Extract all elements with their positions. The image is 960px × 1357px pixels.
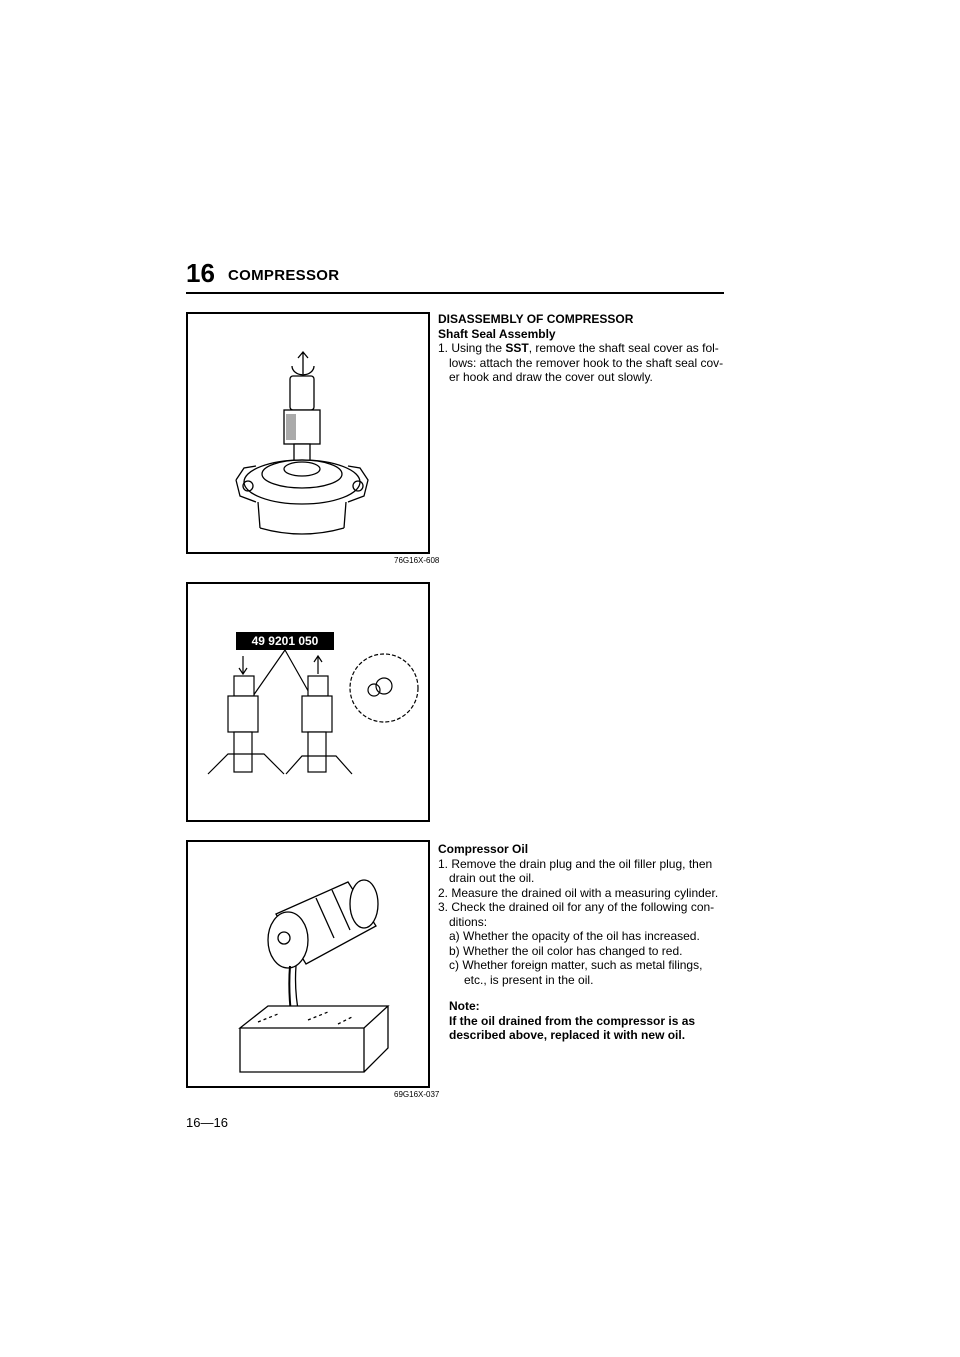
step-1-rest: , remove the shaft seal cover as fol- [528, 341, 719, 355]
condition-c-line-1: c) Whether foreign matter, such as metal filings, [449, 958, 703, 972]
step-1-prefix: 1. Using the [438, 341, 506, 355]
disassembly-step-1-line-3: er hook and draw the cover out slowly. [449, 370, 653, 384]
section-number: 16 [186, 258, 215, 288]
disassembly-section [438, 312, 728, 385]
figure-oil-draining [186, 840, 430, 1088]
compressor-oil-section [438, 842, 728, 1043]
note-line-2: described above, replaced it with new oil. [449, 1028, 686, 1042]
disassembly-step-1-line-2: lows: attach the remover hook to the shaft seal cov- [449, 355, 724, 370]
compressor-oil-heading: Compressor Oil [438, 842, 529, 856]
condition-c-line-2: etc., is present in the oil. [464, 972, 594, 987]
special-tool-illustration [188, 584, 428, 820]
oil-step-3-line-1: 3. Check the drained oil for any of the following con- [438, 900, 715, 914]
figure-code-3: 69G16X-037 [394, 1090, 440, 1099]
note-line-1: If the oil drained from the compressor is as [449, 1013, 696, 1028]
figure-code-1: 76G16X-608 [394, 556, 440, 565]
note-label: Note: [449, 999, 480, 1013]
oil-step-3-line-2: ditions: [449, 914, 488, 929]
tool-number-label: 49 9201 050 [251, 634, 319, 648]
condition-b: b) Whether the oil color has changed to red. [449, 943, 683, 958]
oil-draining-illustration [188, 842, 428, 1086]
sst-term: SST [505, 341, 529, 355]
shaft-seal-subheading: Shaft Seal Assembly [438, 326, 556, 341]
figure-shaft-seal-remover [186, 312, 430, 554]
section-header [186, 258, 724, 294]
shaft-seal-remover-illustration [188, 314, 428, 552]
disassembly-heading: DISASSEMBLY OF COMPRESSOR [438, 312, 634, 326]
section-title: COMPRESSOR [228, 267, 340, 284]
disassembly-step-1 [438, 341, 728, 356]
figure-special-tool [186, 582, 430, 822]
page-number: 16—16 [186, 1115, 228, 1130]
condition-a: a) Whether the opacity of the oil has increased. [449, 929, 700, 943]
oil-step-2: 2. Measure the drained oil with a measuring cylinder. [438, 885, 719, 900]
oil-step-1-line-2: drain out the oil. [449, 871, 535, 885]
oil-step-1-line-1: 1. Remove the drain plug and the oil filler plug, then [438, 856, 713, 871]
